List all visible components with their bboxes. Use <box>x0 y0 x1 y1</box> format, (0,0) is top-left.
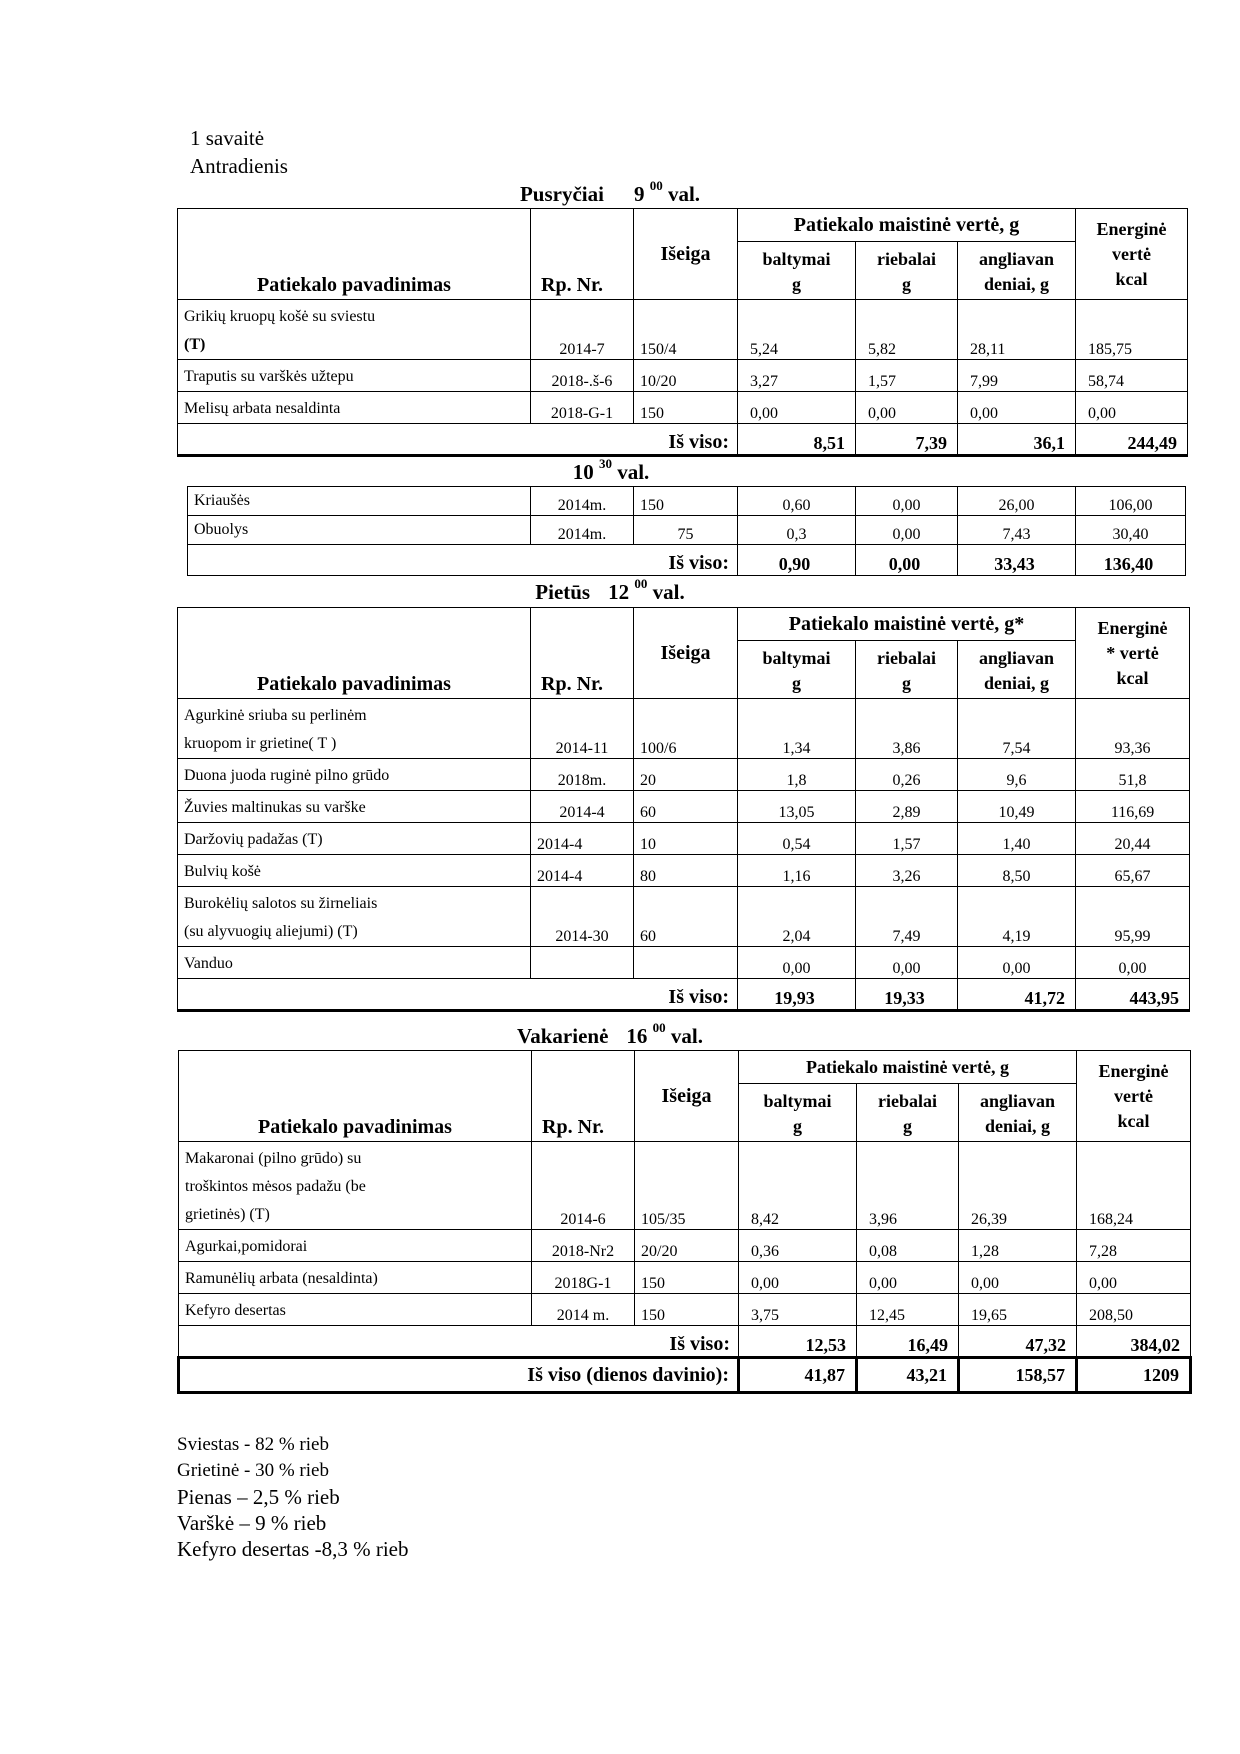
recipe-number: 2018-Nr2 <box>532 1230 635 1262</box>
fat-value: 0,08 <box>857 1230 959 1262</box>
dish-name: Burokėlių salotos su žirneliais (su alyvuogių aliejumi) (T) <box>178 887 531 947</box>
energy-value: 65,67 <box>1076 855 1190 887</box>
total-carbs: 41,72 <box>958 979 1076 1011</box>
col-header-protein: baltymai g <box>739 1084 857 1142</box>
col-header-name: Patiekalo pavadinimas <box>179 1051 532 1142</box>
table-row <box>179 1262 1191 1294</box>
lunch-time: 12 <box>608 580 630 604</box>
protein-value: 1,16 <box>738 855 856 887</box>
protein-value: 13,05 <box>738 791 856 823</box>
dinner-heading <box>0 1020 1240 1049</box>
dish-name: Makaronai (pilno grūdo) su troškintos mėsos padažu (be grietinės) (T) <box>179 1142 532 1230</box>
table-row <box>178 759 1190 791</box>
total-fat: 0,00 <box>856 545 958 576</box>
breakfast-time: 9 <box>633 182 645 206</box>
breakfast-title: Pusryčiai <box>519 182 604 206</box>
lunch-time-sup: 00 <box>634 576 648 591</box>
energy-value: 20,44 <box>1076 823 1190 855</box>
portion: 10/20 <box>634 360 738 392</box>
energy-value: 95,99 <box>1076 887 1190 947</box>
protein-value: 0,36 <box>739 1230 857 1262</box>
energy-value: 58,74 <box>1076 360 1188 392</box>
fat-value: 0,00 <box>856 392 958 424</box>
recipe-number: 2018G-1 <box>532 1262 635 1294</box>
table-row <box>179 1294 1191 1326</box>
table-row <box>178 392 1188 424</box>
total-row <box>188 545 1186 576</box>
col-header-protein: baltymai g <box>738 242 856 300</box>
col-header-iseiga: Išeiga <box>634 209 738 300</box>
total-carbs: 33,43 <box>958 545 1076 576</box>
total-label: Iš viso: <box>188 545 738 576</box>
recipe-number: 2014m. <box>531 516 634 545</box>
page-header <box>190 124 288 180</box>
snack-time-sup: 30 <box>598 456 612 471</box>
carbs-value: 7,54 <box>958 699 1076 759</box>
dish-name: Agurkai,pomidorai <box>179 1230 532 1262</box>
carbs-value: 26,00 <box>958 487 1076 516</box>
energy-value: 106,00 <box>1076 487 1186 516</box>
carbs-value: 0,00 <box>958 947 1076 979</box>
recipe-number: 2014-30 <box>531 887 634 947</box>
col-header-fat: riebalai g <box>856 641 958 699</box>
portion: 60 <box>634 791 738 823</box>
total-energy: 384,02 <box>1077 1326 1191 1358</box>
col-header-name: Patiekalo pavadinimas <box>178 209 531 300</box>
portion: 10 <box>634 823 738 855</box>
total-row <box>178 424 1188 456</box>
portion: 20/20 <box>635 1230 739 1262</box>
protein-value: 0,3 <box>738 516 856 545</box>
table-row <box>178 699 1190 759</box>
breakfast-time-unit: val. <box>667 182 701 206</box>
table-row <box>178 887 1190 947</box>
day-label: Antradienis <box>190 154 288 178</box>
col-header-nutrition: Patiekalo maistinė vertė, g <box>738 209 1076 242</box>
recipe-number: 2014m. <box>531 487 634 516</box>
total-carbs: 36,1 <box>958 424 1076 456</box>
grand-total-fat: 43,21 <box>857 1358 959 1393</box>
grand-total-carbs: 158,57 <box>959 1358 1077 1393</box>
fat-value: 2,89 <box>856 791 958 823</box>
dish-name: Kriaušės <box>188 487 531 516</box>
carbs-value: 0,00 <box>959 1262 1077 1294</box>
note-curd: Varškė – 9 % rieb <box>177 1511 327 1535</box>
carbs-value: 4,19 <box>958 887 1076 947</box>
fat-value: 0,00 <box>856 947 958 979</box>
energy-value: 116,69 <box>1076 791 1190 823</box>
col-header-fat: riebalai g <box>857 1084 959 1142</box>
fat-value: 3,96 <box>857 1142 959 1230</box>
energy-value: 168,24 <box>1077 1142 1191 1230</box>
total-energy: 244,49 <box>1076 424 1188 456</box>
dish-name: Duona juoda ruginė pilno grūdo <box>178 759 531 791</box>
protein-value: 8,42 <box>739 1142 857 1230</box>
portion: 60 <box>634 887 738 947</box>
dish-name: Bulvių košė <box>178 855 531 887</box>
protein-value: 0,54 <box>738 823 856 855</box>
energy-value: 0,00 <box>1077 1262 1191 1294</box>
lunch-time-unit: val. <box>652 580 685 604</box>
dish-name: Kefyro desertas <box>179 1294 532 1326</box>
total-label: Iš viso: <box>178 424 738 456</box>
dinner-time: 16 <box>626 1024 648 1048</box>
carbs-value: 1,40 <box>958 823 1076 855</box>
total-protein: 8,51 <box>738 424 856 456</box>
dish-name: Ramunėlių arbata (nesaldinta) <box>179 1262 532 1294</box>
snack-time-unit: val. <box>617 460 650 484</box>
total-fat: 19,33 <box>856 979 958 1011</box>
col-header-energy: Energinė vertė kcal <box>1077 1051 1191 1142</box>
recipe-number: 2014-4 <box>531 791 634 823</box>
col-header-nutrition: Patiekalo maistinė vertė, g* <box>738 608 1076 641</box>
snack-time: 10 <box>572 460 594 484</box>
table-row <box>178 360 1188 392</box>
dish-name: Traputis su varškės užtepu <box>178 360 531 392</box>
carbs-value: 7,43 <box>958 516 1076 545</box>
total-protein: 12,53 <box>739 1326 857 1358</box>
energy-value: 51,8 <box>1076 759 1190 791</box>
col-header-rp: Rp. Nr. <box>532 1051 635 1142</box>
energy-value: 7,28 <box>1077 1230 1191 1262</box>
table-row <box>188 516 1186 545</box>
fat-content-notes <box>177 1432 409 1562</box>
protein-value: 0,00 <box>738 392 856 424</box>
total-label: Iš viso: <box>178 979 738 1011</box>
table-row <box>178 791 1190 823</box>
protein-value: 2,04 <box>738 887 856 947</box>
portion: 150 <box>634 487 738 516</box>
protein-value: 1,34 <box>738 699 856 759</box>
grand-total-label: Iš viso (dienos davinio): <box>179 1358 739 1393</box>
energy-value: 30,40 <box>1076 516 1186 545</box>
fat-value: 3,86 <box>856 699 958 759</box>
dish-name: Vanduo <box>178 947 531 979</box>
protein-value: 5,24 <box>738 300 856 360</box>
fat-value: 0,00 <box>857 1262 959 1294</box>
protein-value: 0,00 <box>739 1262 857 1294</box>
col-header-energy: Energinė * vertė kcal <box>1076 608 1190 699</box>
lunch-table <box>177 607 1190 1012</box>
recipe-number: 2018-.š-6 <box>531 360 634 392</box>
recipe-number: 2018m. <box>531 759 634 791</box>
week-label: 1 savaitė <box>190 126 265 150</box>
table-row <box>178 855 1190 887</box>
energy-value: 0,00 <box>1076 947 1190 979</box>
col-header-rp: Rp. Nr. <box>531 608 634 699</box>
table-row <box>179 1142 1191 1230</box>
portion: 150 <box>635 1262 739 1294</box>
protein-value: 1,8 <box>738 759 856 791</box>
breakfast-time-sup: 00 <box>649 178 663 193</box>
total-row <box>179 1326 1191 1358</box>
portion: 150 <box>635 1294 739 1326</box>
fat-value: 5,82 <box>856 300 958 360</box>
table-row <box>178 300 1188 360</box>
total-energy: 136,40 <box>1076 545 1186 576</box>
fat-value: 1,57 <box>856 823 958 855</box>
recipe-number: 2014-4 <box>531 855 634 887</box>
dish-name: Grikių kruopų košė su sviestu (T) <box>178 300 531 360</box>
dinner-time-unit: val. <box>670 1024 703 1048</box>
note-kefir-dessert: Kefyro desertas -8,3 % rieb <box>177 1537 409 1561</box>
recipe-number: 2018-G-1 <box>531 392 634 424</box>
breakfast-heading <box>0 178 1240 207</box>
table-row <box>178 823 1190 855</box>
grand-total-protein: 41,87 <box>739 1358 857 1393</box>
fat-value: 3,26 <box>856 855 958 887</box>
table-row <box>188 487 1186 516</box>
recipe-number <box>531 947 634 979</box>
energy-value: 208,50 <box>1077 1294 1191 1326</box>
total-label: Iš viso: <box>179 1326 739 1358</box>
fat-value: 7,49 <box>856 887 958 947</box>
lunch-title: Pietūs <box>535 580 591 604</box>
col-header-carbs: angliavan deniai, g <box>958 641 1076 699</box>
total-fat: 16,49 <box>857 1326 959 1358</box>
protein-value: 3,75 <box>739 1294 857 1326</box>
dish-name: Melisų arbata nesaldinta <box>178 392 531 424</box>
dinner-time-sup: 00 <box>652 1020 666 1035</box>
grand-total-energy: 1209 <box>1077 1358 1191 1393</box>
dish-name: Obuolys <box>188 516 531 545</box>
col-header-carbs: angliavan deniai, g <box>959 1084 1077 1142</box>
col-header-iseiga: Išeiga <box>635 1051 739 1142</box>
fat-value: 0,00 <box>856 487 958 516</box>
portion: 150/4 <box>634 300 738 360</box>
carbs-value: 7,99 <box>958 360 1076 392</box>
portion: 20 <box>634 759 738 791</box>
recipe-number: 2014-11 <box>531 699 634 759</box>
snack-table <box>187 486 1186 576</box>
portion: 100/6 <box>634 699 738 759</box>
carbs-value: 19,65 <box>959 1294 1077 1326</box>
recipe-number: 2014-7 <box>531 300 634 360</box>
fat-value: 12,45 <box>857 1294 959 1326</box>
portion: 80 <box>634 855 738 887</box>
fat-value: 0,26 <box>856 759 958 791</box>
table-row <box>178 947 1190 979</box>
protein-value: 0,00 <box>738 947 856 979</box>
lunch-heading <box>0 576 1240 605</box>
note-butter: Sviestas - 82 % rieb <box>177 1434 329 1455</box>
recipe-number: 2014-4 <box>531 823 634 855</box>
energy-value: 0,00 <box>1076 392 1188 424</box>
total-row <box>178 979 1190 1011</box>
note-milk: Pienas – 2,5 % rieb <box>177 1485 340 1509</box>
recipe-number: 2014 m. <box>532 1294 635 1326</box>
total-protein: 0,90 <box>738 545 856 576</box>
energy-value: 185,75 <box>1076 300 1188 360</box>
col-header-protein: baltymai g <box>738 641 856 699</box>
portion: 75 <box>634 516 738 545</box>
dinner-table <box>177 1050 1192 1394</box>
dish-name: Agurkinė sriuba su perlinėm kruopom ir grietine( T ) <box>178 699 531 759</box>
fat-value: 1,57 <box>856 360 958 392</box>
energy-value: 93,36 <box>1076 699 1190 759</box>
total-fat: 7,39 <box>856 424 958 456</box>
dish-name: Žuvies maltinukas su varške <box>178 791 531 823</box>
portion: 105/35 <box>635 1142 739 1230</box>
portion: 150 <box>634 392 738 424</box>
carbs-value: 0,00 <box>958 392 1076 424</box>
dish-name: Daržovių padažas (T) <box>178 823 531 855</box>
col-header-rp: Rp. Nr. <box>531 209 634 300</box>
col-header-energy: Energinė vertė kcal <box>1076 209 1188 300</box>
protein-value: 3,27 <box>738 360 856 392</box>
grand-total-row <box>179 1358 1191 1393</box>
carbs-value: 28,11 <box>958 300 1076 360</box>
breakfast-table <box>177 208 1188 457</box>
fat-value: 0,00 <box>856 516 958 545</box>
col-header-carbs: angliavan deniai, g <box>958 242 1076 300</box>
col-header-fat: riebalai g <box>856 242 958 300</box>
carbs-value: 10,49 <box>958 791 1076 823</box>
carbs-value: 9,6 <box>958 759 1076 791</box>
col-header-name: Patiekalo pavadinimas <box>178 608 531 699</box>
dinner-title: Vakarienė <box>517 1024 609 1048</box>
total-protein: 19,93 <box>738 979 856 1011</box>
total-carbs: 47,32 <box>959 1326 1077 1358</box>
carbs-value: 1,28 <box>959 1230 1077 1262</box>
recipe-number: 2014-6 <box>532 1142 635 1230</box>
snack-heading <box>0 456 1240 485</box>
col-header-iseiga: Išeiga <box>634 608 738 699</box>
col-header-nutrition: Patiekalo maistinė vertė, g <box>739 1051 1077 1084</box>
protein-value: 0,60 <box>738 487 856 516</box>
carbs-value: 8,50 <box>958 855 1076 887</box>
carbs-value: 26,39 <box>959 1142 1077 1230</box>
note-sour-cream: Grietinė - 30 % rieb <box>177 1460 329 1481</box>
table-row <box>179 1230 1191 1262</box>
portion <box>634 947 738 979</box>
total-energy: 443,95 <box>1076 979 1190 1011</box>
